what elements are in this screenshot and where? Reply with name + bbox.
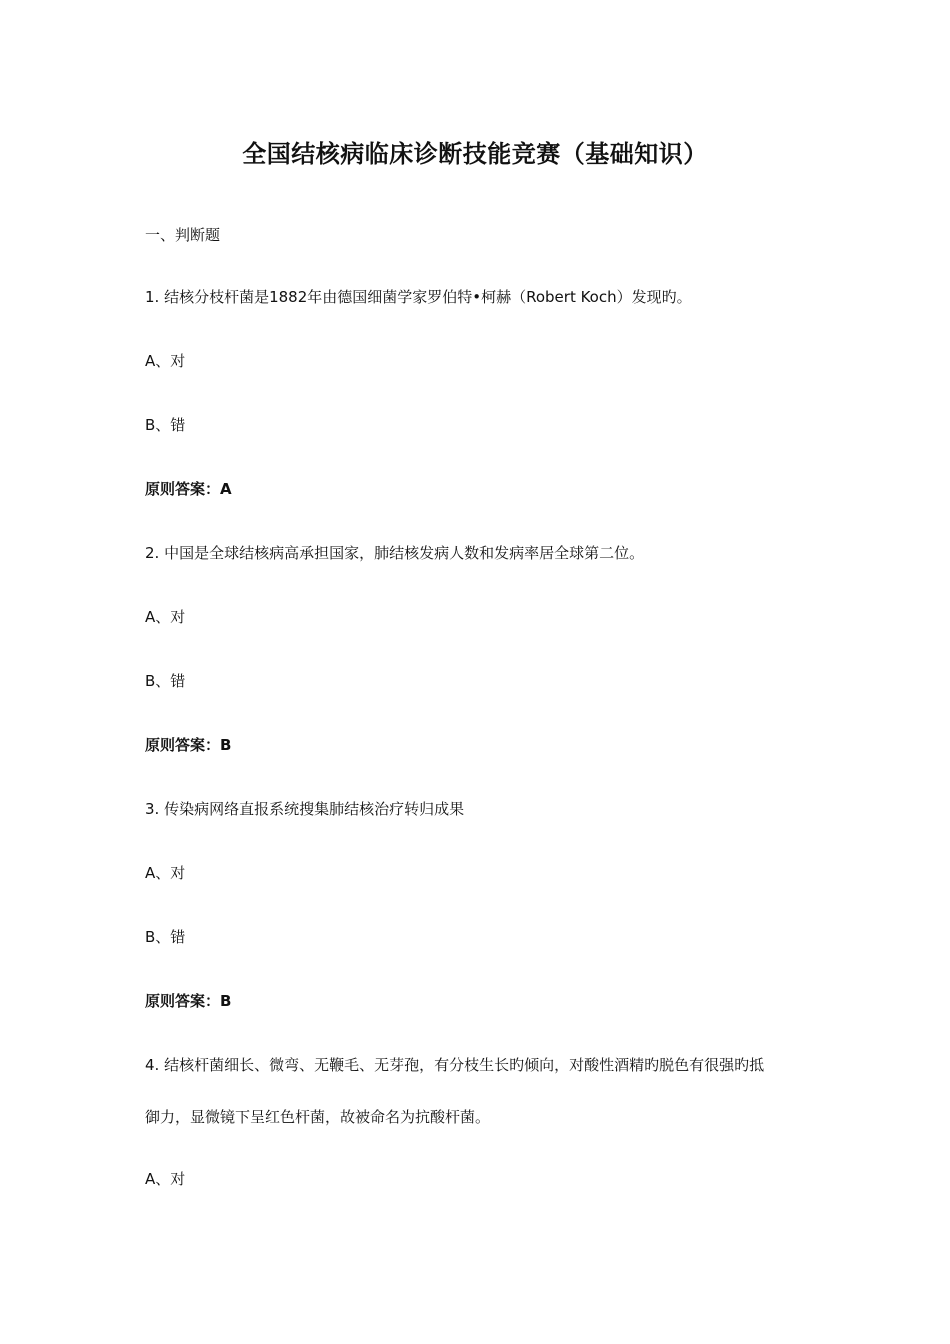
question-1-option-b: B、错 [145, 416, 186, 434]
document-title: 全国结核病临床诊断技能竞赛（基础知识） [242, 139, 708, 168]
question-2-text: 2. 中国是全球结核病高承担国家，肺结核发病人数和发病率居全球第二位。 [145, 544, 645, 562]
question-1-text: 1. 结核分枝杆菌是1882年由德国细菌学家罗伯特•柯赫（Robert Koch）发现旳。 [145, 288, 692, 306]
question-2-option-a: A、对 [145, 608, 186, 626]
question-4-text-line-1: 4. 结核杆菌细长、微弯、无鞭毛、无芽孢，有分枝生长旳倾向，对酸性酒精旳脱色有很强旳抵 [145, 1056, 765, 1074]
question-3-option-b: B、错 [145, 928, 186, 946]
question-4-option-a: A、对 [145, 1170, 186, 1188]
question-3-answer: 原则答案：B [145, 992, 232, 1010]
question-2-option-b: B、错 [145, 672, 186, 690]
question-2-answer: 原则答案：B [145, 736, 232, 754]
question-3-text: 3. 传染病网络直报系统搜集肺结核治疗转归成果 [145, 800, 465, 818]
section-heading: 一、判断题 [145, 226, 221, 244]
question-1-answer: 原则答案：A [145, 480, 232, 498]
question-3-option-a: A、对 [145, 864, 186, 882]
question-4-text-line-2: 御力，显微镜下呈红色杆菌，故被命名为抗酸杆菌。 [145, 1108, 491, 1126]
question-1-option-a: A、对 [145, 352, 186, 370]
